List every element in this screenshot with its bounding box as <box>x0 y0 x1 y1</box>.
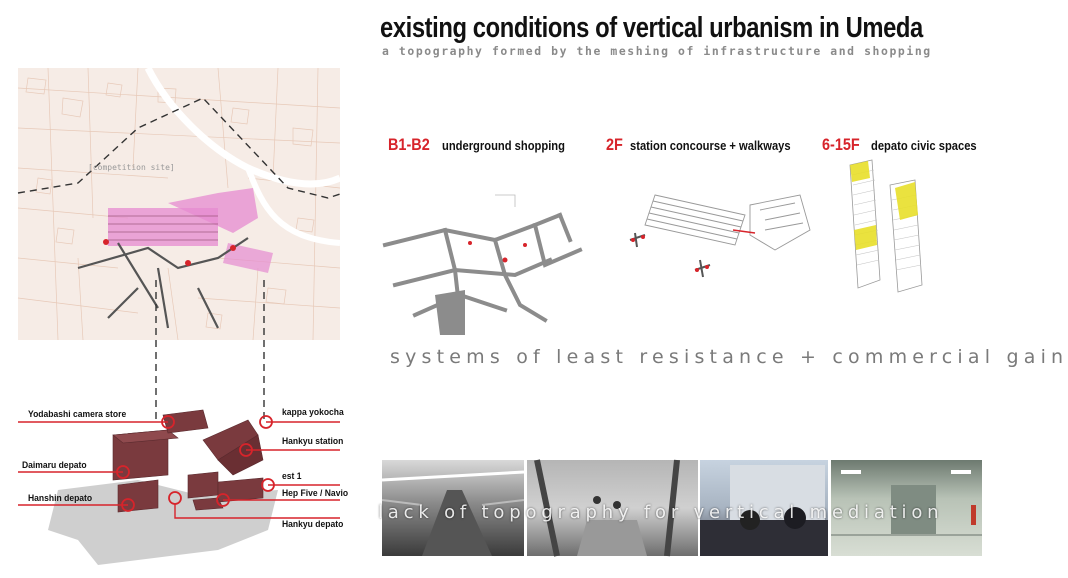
connector-lines <box>150 270 270 420</box>
callout-daimaru: Daimaru depato <box>22 460 87 471</box>
competition-site-label: [competition site] <box>88 163 175 172</box>
callout-est1: est 1 <box>282 471 302 482</box>
callout-hankyu-station: Hankyu station <box>282 436 344 447</box>
layer-6-15f-heading <box>822 135 994 155</box>
layer-label: depato civic spaces <box>870 138 977 153</box>
callout-hankyu-depato: Hankyu depato <box>282 519 344 530</box>
photo-strip-caption: lack of topography for vertical mediation <box>378 502 944 523</box>
page-subtitle: a topography formed by the meshing of infrastructure and shopping <box>382 44 932 58</box>
layer-label: station concourse + walkways <box>630 138 791 153</box>
callout-hep-five: Hep Five / Navio <box>282 488 349 499</box>
callout-kappa: kappa yokocha <box>282 407 344 418</box>
building-masses <box>113 410 263 512</box>
layer-code: 2F <box>606 135 623 154</box>
callout-hanshin: Hanshin depato <box>28 493 93 504</box>
layer-label: underground shopping <box>441 138 565 153</box>
callout-yodobashi: Yodabashi camera store <box>28 409 127 420</box>
underground-shopping-diagram <box>385 185 585 335</box>
depato-towers-diagram <box>840 160 935 295</box>
layer-code: B1-B2 <box>388 135 430 154</box>
page-title: existing conditions of vertical urbanism in Umeda <box>380 12 923 44</box>
layer-2f-heading <box>606 135 817 155</box>
depato-axonometric <box>18 400 340 570</box>
layer-b1b2-heading <box>388 135 585 155</box>
tagline: systems of least resistance + commercial gain <box>390 346 1068 368</box>
layer-code: 6-15F <box>822 135 860 154</box>
station-concourse-diagram <box>625 185 815 295</box>
